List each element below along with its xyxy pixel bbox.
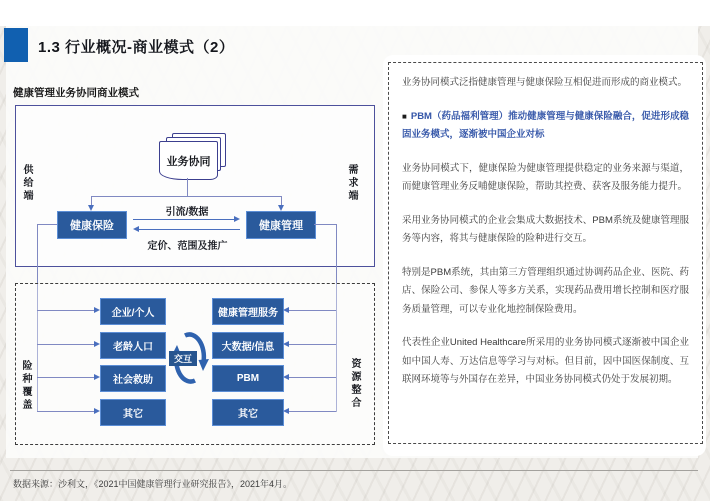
left-item-other: 其它 bbox=[100, 399, 166, 426]
arrow-line-r1 bbox=[289, 310, 336, 311]
arrow-line-l4 bbox=[37, 411, 94, 412]
right-item-other: 其它 bbox=[212, 399, 284, 426]
coverage-label: 险种覆盖 bbox=[20, 360, 31, 412]
left-feed-horizontal bbox=[37, 224, 57, 225]
flow-left-label: 定价、范围及推广 bbox=[147, 241, 228, 252]
flow-right-label: 引流/数据 bbox=[165, 207, 209, 218]
panel-paragraph-6: 代表性企业United Healthcare所采用的业务协同模式逐渐被中国企业如中国人寿、万达信息等学习与对标。但目前，因中国医保制度、互联网环境等与外国存在差异，中国业务协同模式仍处于发展初期。 bbox=[402, 337, 689, 386]
panel-dashed-box bbox=[388, 62, 703, 444]
arrowhead-r2 bbox=[283, 341, 289, 347]
interaction-badge: 交互 bbox=[169, 351, 197, 366]
left-item-elderly: 老龄人口 bbox=[100, 332, 166, 359]
left-item-social-aid: 社会救助 bbox=[100, 365, 166, 392]
arrow-line-r4 bbox=[289, 411, 336, 412]
flow-right-arrowhead bbox=[234, 216, 240, 222]
panel-paragraph-1: 业务协同模式泛指健康管理与健康保险互相促进而形成的商业模式。 bbox=[402, 77, 688, 88]
data-source: 数据来源：沙利文，《2021中国健康管理行业研究报告》，2021年4月。 bbox=[13, 479, 293, 489]
panel-paragraph-2-text: PBM（药品福利管理）推动健康管理与健康保险融合，促进形成稳固业务模式，逐渐被中国企业对标 bbox=[402, 110, 689, 141]
arrowhead-l3 bbox=[94, 374, 100, 380]
right-item-health-service: 健康管理服务 bbox=[212, 298, 284, 325]
arrowhead-r1 bbox=[283, 307, 289, 313]
arrow-line-r3 bbox=[289, 377, 336, 378]
right-item-big-data: 大数据/信息 bbox=[212, 332, 284, 359]
arrowhead-r4 bbox=[283, 408, 289, 414]
doc-stack-front: 业务协同 bbox=[159, 141, 218, 180]
health-insurance-node: 健康保险 bbox=[57, 211, 127, 239]
panel-paragraph-5: 特别是PBM系统，其由第三方管理组织通过协调药品企业、医院、药店、保险公司、参保人等多方关系，实现药品费用增长控制和医疗服务质量管理，可以专业化地控制保险费用。 bbox=[402, 266, 689, 315]
connector-stack-down bbox=[187, 178, 188, 196]
demand-side-label: 需求端 bbox=[346, 164, 357, 203]
footer-divider bbox=[10, 470, 698, 471]
arrow-line-l3 bbox=[37, 377, 94, 378]
supply-side-label: 供给端 bbox=[21, 164, 32, 203]
title-accent-square bbox=[4, 28, 28, 62]
arrow-line-r2 bbox=[289, 344, 336, 345]
flow-left-line bbox=[139, 229, 240, 230]
page-title: 1.3 行业概况-商业模式（2） bbox=[38, 39, 235, 56]
arrowhead-r3 bbox=[283, 374, 289, 380]
connector-horizontal bbox=[91, 196, 281, 197]
arrowhead-l2 bbox=[94, 341, 100, 347]
bullet-square-icon: ■ bbox=[402, 111, 407, 121]
flow-right-line bbox=[133, 219, 234, 220]
left-item-enterprise: 企业/个人 bbox=[100, 298, 166, 325]
diagram-caption: 健康管理业务协同商业模式 bbox=[13, 87, 139, 99]
arrowhead-l4 bbox=[94, 408, 100, 414]
arrowhead-l1 bbox=[94, 307, 100, 313]
top-strip bbox=[0, 0, 710, 26]
panel-paragraph-4: 采用业务协同模式的企业会集成大数据技术、PBM系统及健康管理服务等内容，将其与健康保险的险种进行交互。 bbox=[402, 214, 689, 245]
health-management-node: 健康管理 bbox=[246, 211, 316, 239]
arrow-line-l2 bbox=[37, 344, 94, 345]
right-item-pbm: PBM bbox=[212, 365, 284, 392]
panel-paragraph-2 bbox=[402, 108, 689, 145]
integration-label: 资源整合 bbox=[349, 358, 360, 410]
arrow-line-l1 bbox=[37, 310, 94, 311]
panel-paragraph-3: 业务协同模式下，健康保险为健康管理提供稳定的业务来源与渠道，而健康管理业务反哺健康保险，帮助其控费、获客及服务能力提升。 bbox=[402, 162, 689, 193]
right-feed-horizontal bbox=[314, 224, 336, 225]
